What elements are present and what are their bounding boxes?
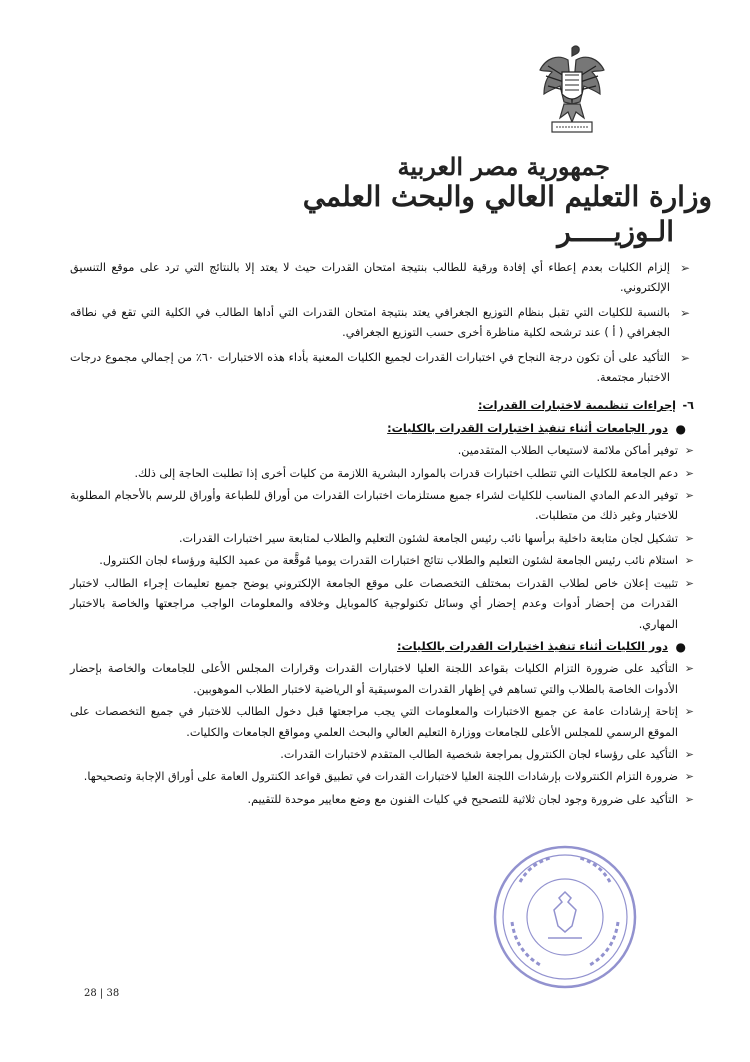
list-item [70,441,694,461]
arrow-check-bullet-icon: ➢ [679,305,690,320]
list-item [70,790,694,810]
arrow-check-bullet-icon: ➢ [684,705,694,719]
arrow-check-bullet-icon: ➢ [684,662,694,676]
country-name: جمهورية مصر العربية [397,152,610,181]
bullet-dot-icon: ● [675,639,686,654]
subsection-title: دور الجامعات أثناء تنفيذ اختبارات القدرات بالكليات: [387,421,668,435]
ministry-name: وزارة التعليم العالي والبحث العلمي [302,180,712,213]
list-item-text: استلام نائب رئيس الجامعة لشئون التعليم والطلاب نتائج اختبارات القدرات يوميا مُوقَّعة من عميد الكلية ورؤساء لجان الكنترول. [99,554,678,568]
list-item-text: إتاحة إرشادات عامة عن جميع الاختبارات والمعلومات التي يجب مراجعتها قبل دخول الطالب للاختبار في جميع التخصصات على الموقع الرسمي للمجلس الأعلى للجامعات ووزارة التعليم العالي والبحث العلمي ومواقع الجامعات والكليات. [70,705,678,739]
arrow-check-bullet-icon: ➢ [684,489,694,503]
bullet-dot-icon: ● [675,421,686,436]
list-item [70,529,694,549]
list-item-text: تثبيت إعلان خاص لطلاب القدرات بمختلف التخصصات على موقع الجامعة الإلكتروني يوضح جميع تعليمات إجراء الطالب لاختبار القدرات من إحضار أدوات وعدم إحضار أي وسائل تكنولوجية كالموبايل وخلافه والمعلومات الواجب مراجعتها والخاصة بالاختبار المهاري. [70,576,678,631]
section-number: ٦- [682,399,694,413]
arrow-check-bullet-icon: ➢ [684,531,694,545]
list-item-text: بالنسبة للكليات التي تقبل بنظام التوزيع الجغرافي يعتد بنتيجة امتحان القدرات التي أداها الطالب في الكلية التي تقع في نطاقه الجغرافي ( أ ) عند ترشحه لكلية مناظرة أخرى حسب التوزيع الجغرافي. [70,305,670,340]
list-item [70,486,694,527]
arrow-check-bullet-icon: ➢ [679,261,690,275]
list-item [70,258,690,299]
subsection-heading [70,637,690,657]
list-item-text: تشكيل لجان متابعة داخلية برأسها نائب رئيس الجامعة لشئون التعليم والطلاب لمتابعة سير اختبارات القدرات. [178,531,678,545]
eagle-emblem-icon [538,42,606,140]
subsection-title: دور الكليات أثناء تنفيذ اختبارات القدرات بالكليات: [397,639,668,653]
list-item-text: دعم الجامعة للكليات التي تتطلب اختبارات قدرات بالموارد البشرية اللازمة من كليات أخرى إذا تطلبت الحاجة إلى ذلك. [134,466,678,480]
list-item [70,348,690,389]
list-item-text: التأكيد على ضرورة وجود لجان ثلاثية للتصحيح في كليات الفنون مع وضع معايير موحدة للتقييم. [247,792,678,806]
list-item [70,767,694,787]
list-item [70,574,694,635]
list-item-text: التأكيد على ضرورة التزام الكليات بقواعد اللجنة العليا لاختبارات القدرات وقرارات المجلس الأعلى للجامعات والخاصة بإحضار الأدوات الخاصة بالطلاب والتي تساهم في إظهار القدرات الموسيقية أو الرياضية لاختبار الطلاب الموهوبين. [70,662,678,696]
list-item [70,702,694,743]
list-item [70,745,694,765]
list-item-text: التأكيد على رؤساء لجان الكنترول بمراجعة شخصية الطالب المتقدم لاختبارات القدرات. [280,747,678,761]
arrow-check-bullet-icon: ➢ [684,576,694,590]
minister-title: الـوزيـــــر [557,215,674,248]
arrow-check-bullet-icon: ➢ [679,350,690,365]
list-item-text: إلزام الكليات بعدم إعطاء أي إفادة ورقية للطالب بنتيجة امتحان القدرات حيث لا يعتد إلا بالنتائج التي ترد على موقع التنسيق الإلكتروني. [70,261,670,295]
list-item-text: توفير الدعم المادي المناسب للكليات لشراء جميع مستلزمات اختبارات القدرات من أوراق للطباعة وأوراق للرسم بالأحجام المطلوبة للاختبار وغير ذلك من متطلبات. [70,489,678,523]
section-title: إجراءات تنظيمية لاختبارات القدرات: [477,399,676,413]
list-item [70,551,694,571]
subsection-heading [70,419,690,439]
list-item-text: توفير أماكن ملائمة لاستيعاب الطلاب المتقدمين. [457,444,678,458]
list-item [70,659,694,700]
list-item-text: ضرورة التزام الكنترولات بإرشادات اللجنة العليا لاختبارات القدرات في تطبيق قواعد الكنترول العامة على أوراق الإجابة وتصحيحها. [83,770,678,784]
page-number: 28 | 38 [84,988,120,999]
arrow-check-bullet-icon: ➢ [684,554,694,568]
list-item [70,303,690,344]
arrow-check-bullet-icon: ➢ [684,770,694,784]
arrow-check-bullet-icon: ➢ [684,466,694,480]
list-item-text: التأكيد على أن تكون درجة النجاح في اختبارات القدرات لجميع الكليات المعنية بأداء هذه الاختبارات ٦٠٪ من إجمالي مجموع درجات الاختبار مجتمعة. [70,350,670,385]
arrow-check-bullet-icon: ➢ [684,792,694,806]
document-body [70,258,694,812]
list-item [70,464,694,484]
arrow-check-bullet-icon: ➢ [684,747,694,761]
arrow-check-bullet-icon: ➢ [684,444,694,458]
ministry-stamp-icon [490,842,640,992]
section-heading [70,396,694,416]
